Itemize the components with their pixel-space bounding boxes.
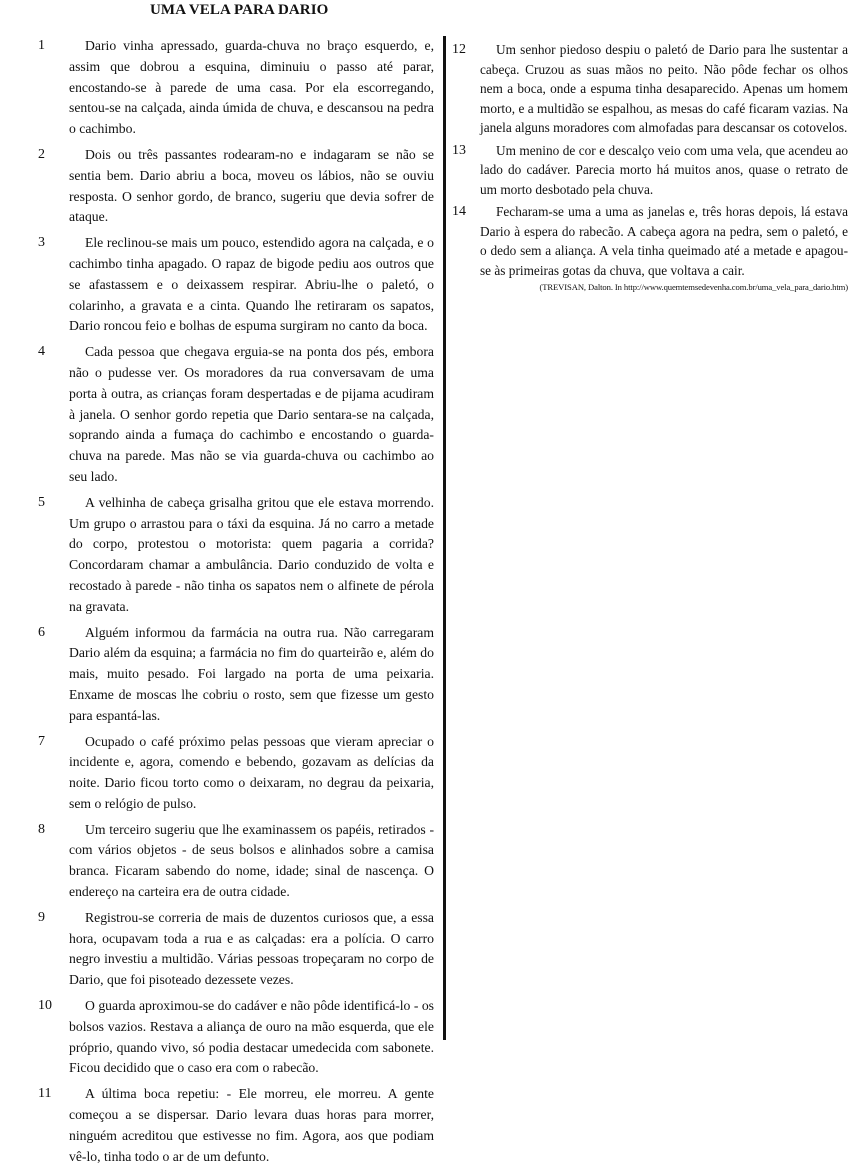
paragraph — [38, 623, 434, 727]
paragraph-number: 8 — [38, 821, 45, 837]
paragraph-number: 1 — [38, 38, 45, 53]
paragraph — [452, 141, 848, 200]
paragraph — [38, 996, 434, 1079]
paragraph — [452, 40, 848, 138]
paragraph-number: 12 — [452, 42, 466, 57]
paragraph-text: Alguém informou da farmácia na outra rua. Não carregaram Dario além da esquina; a farmácia no fim do quarteirão e, além do mais, muito pesado. Foi largado na porta de uma peixaria. Enxame de moscas lhe cobriu o rosto, sem que fizesse um gesto para espantá-las. — [69, 624, 434, 723]
paragraph-text: Ele reclinou-se mais um pouco, estendido agora na calçada, e o cachimbo tinha apagado. O rapaz de bigode pediu aos outros que se afastassem e o deixassem respirar. Abriu-lhe o paletó, o colarinho, a gravata e a cinta. Quando lhe retiraram os sapatos, Dario roncou feio e bolhas de espuma surgiram no canto da boca. — [69, 235, 434, 334]
paragraph-text: A velhinha de cabeça grisalha gritou que ele estava morrendo. Um grupo o arrastou para o táxi da esquina. Já no carro a metade do corpo, protestou o motorista: quem pagaria a corrida? Concordaram chamar a ambulância. Dario conduzido de volta e recostado à parede - não tinha os sapatos nem o alfinete de pérola na gravata. — [69, 494, 434, 614]
paragraph-text: Dario vinha apressado, guarda-chuva no braço esquerdo, e, assim que dobrou a esquina, diminuiu o passo até parar, encostando-se à parede de uma casa. Por ela escorregando, sentou-se na calçada, ainda úmida de chuva, e descansou na pedra o cachimbo. — [69, 38, 434, 137]
paragraph-text: Um menino de cor e descalço veio com uma vela, que acendeu ao lado do cadáver. Parecia morto há muitos anos, quase o retrato de um morto desbotado pela chuva. — [480, 142, 848, 197]
paragraph-text: Ocupado o café próximo pelas pessoas que vieram apreciar o incidente e, agora, comendo e bebendo, gozavam as delícias da noite. Dario ficou torto como o deixaram, no degrau da peixaria, sem o relógio de pulso. — [69, 733, 434, 811]
paragraph — [38, 233, 434, 337]
paragraph — [38, 342, 434, 488]
paragraph-number: 7 — [38, 733, 45, 749]
paragraph-number: 2 — [38, 146, 45, 162]
paragraph — [38, 732, 434, 815]
paragraph-number: 4 — [38, 344, 45, 360]
paragraph-text: O guarda aproximou-se do cadáver e não pôde identificá-lo - os bolsos vazios. Restava a aliança de ouro na mão esquerda, que ele próprio, quando vivo, só podia destacar umedecida com sabonete. Ficou decidido que o caso era com o rabecão. — [69, 998, 434, 1076]
paragraph-number: 11 — [38, 1086, 52, 1102]
paragraph-number: 14 — [452, 204, 466, 219]
paragraph — [38, 493, 434, 618]
paragraph-number: 3 — [38, 235, 45, 251]
paragraph-number: 10 — [38, 998, 52, 1014]
paragraph — [452, 202, 848, 280]
page-title: UMA VELA PARA DARIO — [150, 2, 329, 18]
paragraph-text: Dois ou três passantes rodearam-no e indagaram se não se sentia bem. Dario abriu a boca, moveu os lábios, não se ouviu resposta. O senhor gordo, de branco, sugeriu que devia sofrer de ataque. — [69, 146, 434, 225]
paragraph-text: Registrou-se correria de mais de duzentos curiosos que, a essa hora, ocupavam toda a rua e as calçadas: era a polícia. O carro negro investiu a multidão. Várias pessoas tropeçaram no corpo de Dario, que foi pisoteado dezessete vezes. — [69, 909, 434, 988]
paragraph — [38, 36, 434, 140]
source-citation: (TREVISAN, Dalton. In http://www.quemtemsedevenha.com.br/uma_vela_para_dario.htm) — [539, 282, 848, 292]
paragraph — [38, 145, 434, 228]
column-divider — [443, 36, 446, 1040]
paragraph-text: A última boca repetiu: - Ele morreu, ele morreu. A gente começou a se dispersar. Dario levara duas horas para morrer, ninguém acreditou que estivesse no fim. Agora, aos que podiam vê-lo, tinha todo o ar de um defunto. — [69, 1086, 434, 1164]
paragraph-text: Fecharam-se uma a uma as janelas e, três horas depois, lá estava Dario à espera do rabecão. A cabeça agora na pedra, sem o paletó, e o dedo sem a aliança. A vela tinha queimado até a metade e apagou-se às primeiras gotas da chuva, que voltava a cair. — [480, 204, 848, 278]
paragraph-number: 13 — [452, 142, 466, 158]
paragraph-text: Um senhor piedoso despiu o paletó de Dario para lhe sustentar a cabeça. Cruzou as suas mãos no peito. Não pôde fechar os olhos nem a boca, onde a espuma tinha desaparecido. Apenas um homem morto, e a multidão se espalhou, as mesas do café ficaram vazias. Na janela alguns moradores com almofadas para descansar os cotovelos. — [480, 42, 848, 135]
paragraph-number: 9 — [38, 909, 45, 925]
paragraph — [38, 908, 434, 991]
paragraph-text: Cada pessoa que chegava erguia-se na ponta dos pés, embora não o pudesse ver. Os moradores da rua conversavam de uma porta à outra, as crianças foram despertadas e de pijama acudiram à janela. O senhor gordo repetia que Dario sentara-se na calçada, soprando ainda a fumaça do cachimbo e encostando o guarda-chuva na parede. Mas não se via guarda-chuva ou cachimbo ao seu lado. — [69, 344, 434, 484]
paragraph-text: Um terceiro sugeriu que lhe examinassem os papéis, retirados - com vários objetos - de seus bolsos e alinhados sobre a camisa branca. Ficaram sabendo do nome, idade; sinal de nascença. O endereço na carteira era de outra cidade. — [69, 821, 434, 900]
right-column — [452, 40, 848, 292]
paragraph-number: 5 — [38, 494, 45, 510]
paragraph — [38, 1084, 434, 1167]
left-column — [38, 36, 434, 1172]
paragraph — [38, 820, 434, 903]
paragraph-number: 6 — [38, 624, 45, 640]
